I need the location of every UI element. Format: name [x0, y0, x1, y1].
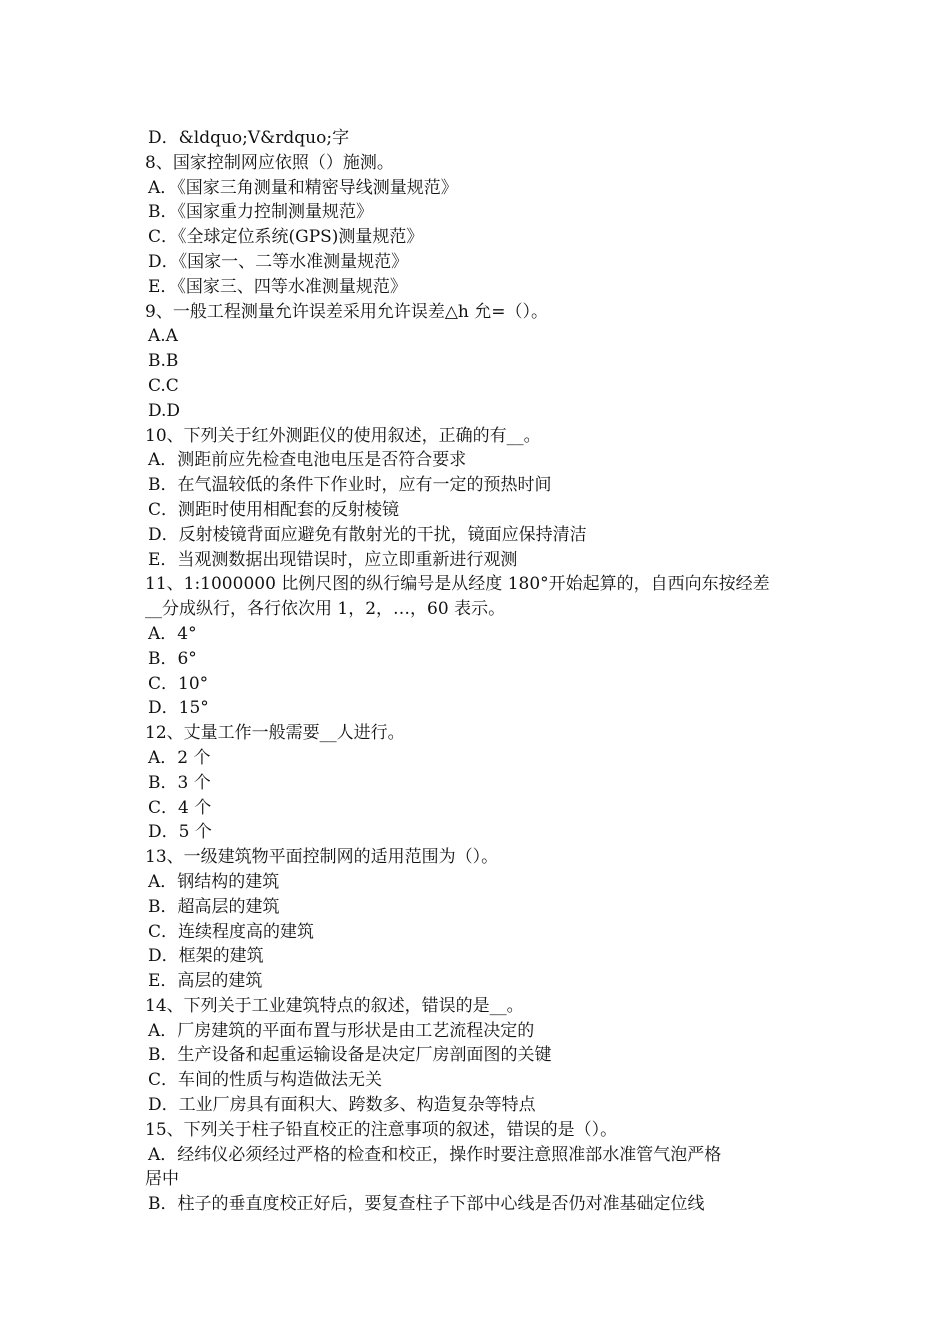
- option-text: D．5 个: [148, 822, 212, 843]
- option-text: D．&ldquo;V&rdquo;字: [148, 128, 350, 148]
- option-text: D．《国家一、二等水准测量规范》: [148, 251, 409, 272]
- option-text: B．6°: [148, 648, 197, 669]
- option-text: E．《国家三、四等水准测量规范》: [148, 276, 407, 297]
- option-text: B．超高层的建筑: [148, 896, 280, 917]
- question-text: 15、下列关于柱子铅直校正的注意事项的叙述，错误的是（）。: [145, 1119, 618, 1140]
- option-text: D．框架的建筑: [148, 946, 264, 967]
- option-text: D．工业厂房具有面积大、跨数多、构造复杂等特点: [148, 1095, 536, 1116]
- question-text: 11、1:1000000 比例尺图的纵行编号是从经度 180°开始起算的，自西向东按经差: [145, 574, 770, 595]
- option-text: A.A: [148, 326, 178, 347]
- question-text: 12、丈量工作一般需要__人进行。: [145, 723, 405, 744]
- option-text: D．反射棱镜背面应避免有散射光的干扰，镜面应保持清洁: [148, 524, 587, 545]
- option-text: B．生产设备和起重运输设备是决定厂房剖面图的关键: [148, 1045, 552, 1066]
- option-text: C．连续程度高的建筑: [148, 921, 315, 942]
- option-text: B．在气温较低的条件下作业时，应有一定的预热时间: [148, 475, 552, 496]
- option-text: B．3 个: [148, 772, 211, 793]
- option-text: B.B: [148, 351, 179, 372]
- option-text: A．2 个: [148, 747, 211, 768]
- document-page: [145, 126, 815, 1217]
- option-text: C．《全球定位系统(GPS)测量规范》: [148, 227, 424, 248]
- option-text: C．测距时使用相配套的反射棱镜: [148, 499, 400, 520]
- option-text: D．15°: [148, 698, 209, 719]
- option-text: A．测距前应先检查电池电压是否符合要求: [148, 450, 467, 471]
- option-text: C．10°: [148, 673, 209, 694]
- option-text: A．钢结构的建筑: [148, 871, 280, 892]
- question-text: 14、下列关于工业建筑特点的叙述，错误的是__。: [145, 995, 524, 1016]
- option-text: A．4°: [148, 623, 197, 644]
- option-text: E．高层的建筑: [148, 971, 263, 992]
- question-text: 9、一般工程测量允许误差采用允许误差△h 允=（）。: [145, 301, 548, 322]
- question-text: 10、下列关于红外测距仪的使用叙述，正确的有__。: [145, 425, 541, 446]
- option-text: A．经纬仪必须经过严格的检查和校正，操作时要注意照准部水准管气泡严格: [148, 1144, 722, 1165]
- option-text: E．当观测数据出现错误时，应立即重新进行观测: [148, 549, 518, 570]
- option-text: D.D: [148, 400, 181, 421]
- question-text: __分成纵行，各行依次用 1，2，…，60 表示。: [145, 599, 506, 620]
- question-text: 8、国家控制网应依照（）施测。: [145, 152, 394, 173]
- option-text-continued: 居中: [145, 1169, 179, 1190]
- option-text: C．车间的性质与构造做法无关: [148, 1070, 383, 1091]
- question-text: 13、一级建筑物平面控制网的适用范围为（）。: [145, 847, 499, 868]
- option-text: C．4 个: [148, 797, 212, 818]
- option-text: A．厂房建筑的平面布置与形状是由工艺流程决定的: [148, 1020, 535, 1041]
- option-text: C.C: [148, 375, 179, 396]
- option-text: A．《国家三角测量和精密导线测量规范》: [148, 177, 458, 198]
- option-text: B．《国家重力控制测量规范》: [148, 202, 373, 223]
- option-text: B．柱子的垂直度校正好后，要复查柱子下部中心线是否仍对准基础定位线: [148, 1194, 705, 1215]
